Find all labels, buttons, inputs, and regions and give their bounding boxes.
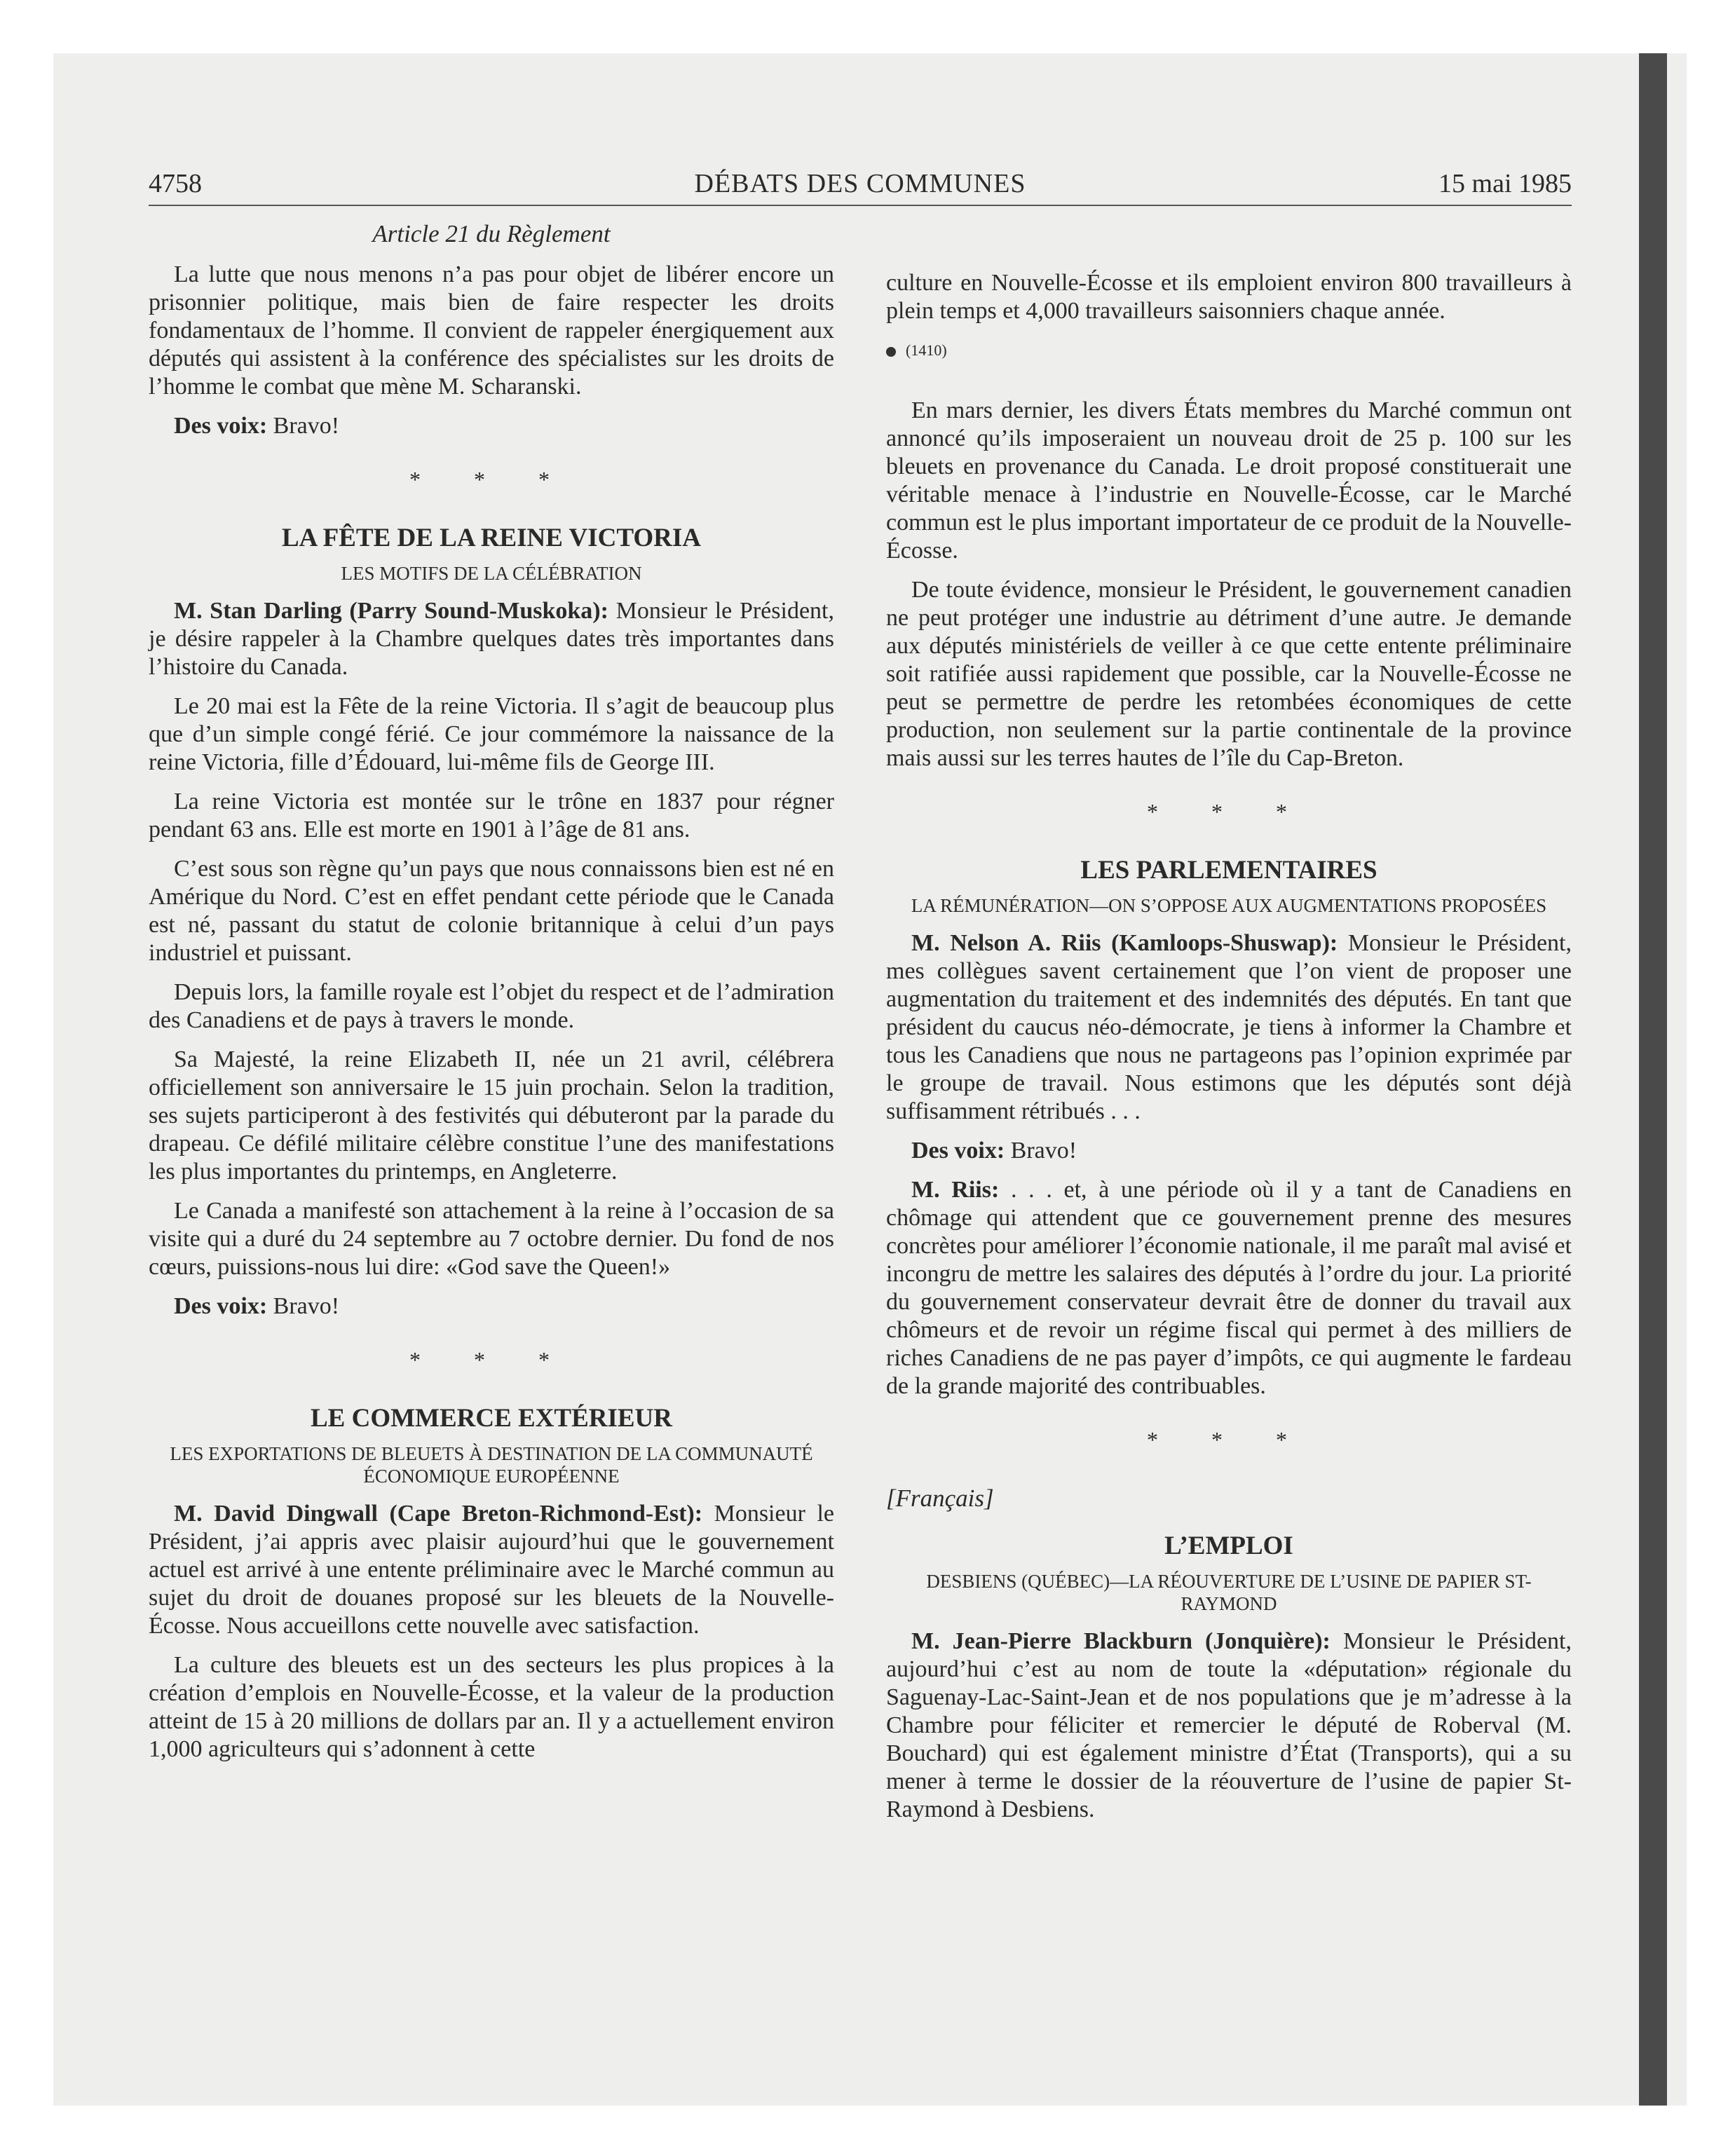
paragraph-continuation: culture en Nouvelle-Écosse et ils emploient environ 800 travailleurs à plein temps et 4,000 travailleurs saisonniers chaque année.	[886, 270, 1572, 324]
page-number: 4758	[149, 169, 202, 198]
paragraph: La lutte que nous menons n’a pas pour objet de libérer encore un prisonnier politique, mais bien de faire respecter les droits fondamentaux de l’homme. Il convient de rappeler énergiquement aux députés qui assistent à la conférence des spécialistes sur les droits de l’homme le combat que mène M. Scharanski.	[149, 261, 834, 400]
interjection-text: Bravo!	[273, 413, 340, 439]
speaker: M. Riis:	[911, 1177, 1000, 1203]
publication-date: 15 mai 1985	[1438, 169, 1572, 198]
publication-title: DÉBATS DES COMMUNES	[694, 169, 1026, 198]
time-marker	[886, 336, 1572, 364]
section-subheading: LES EXPORTATIONS DE BLEUETS À DESTINATION DE LA COMMUNAUTÉ ÉCONOMIQUE EUROPÉENNE	[170, 1443, 813, 1487]
speech-paragraph	[886, 1176, 1572, 1400]
right-column	[886, 269, 1572, 1835]
speech-paragraph	[886, 1628, 1572, 1824]
section-separator: * * *	[409, 467, 573, 492]
speech-text: Monsieur le Président, mes collègues savent certainement que l’on vient de proposer une augmentation du traitement et des indemnités des députés. En tant que président du caucus néo-démocrate, je tiens à informer la Chambre et tous les Canadiens que nous ne partageons pas l’opinion exprimée par le groupe de travail. Nous estimons que les députés sont déjà suffisamment rétribués . . .	[886, 930, 1572, 1124]
speech-paragraph	[149, 1500, 834, 1640]
speaker: M. Nelson A. Riis (Kamloops-Shuswap):	[911, 930, 1338, 956]
section-separator: * * *	[1147, 1427, 1311, 1452]
section-heading: LES PARLEMENTAIRES	[1080, 856, 1377, 885]
time-marker-text: (1410)	[906, 341, 947, 359]
scan-edge-shadow	[1639, 53, 1667, 2106]
interjection	[149, 412, 834, 440]
interjection-text: Bravo!	[273, 1293, 340, 1319]
paragraph: La reine Victoria est montée sur le trône en 1837 pour régner pendant 63 ans. Elle est morte en 1901 à l’âge de 81 ans.	[149, 789, 834, 842]
paragraph: Sa Majesté, la reine Elizabeth II, née un 21 avril, célébrera officiellement son anniversaire le 15 juin prochain. Selon la tradition, ses sujets participeront à des festivités qui débuteront par la parade du drapeau. Ce défilé militaire célèbre constitue l’une des manifestations les plus importantes du printemps, en Angleterre.	[149, 1046, 834, 1185]
speaker: Des voix:	[911, 1138, 1005, 1164]
paragraph: Le Canada a manifesté son attachement à la reine à l’occasion de sa visite qui a duré du 24 septembre au 7 octobre dernier. Du fond de nos cœurs, puissions-nous lui dire: «God save the Queen!»	[149, 1198, 834, 1280]
paragraph: C’est sous son règne qu’un pays que nous connaissons bien est né en Amérique du Nord. C’est en effet pendant cette période que le Canada est né, passant du statut de colonie britannique à celui d’un pays industriel et puissant.	[149, 856, 834, 966]
paragraph: De toute évidence, monsieur le Président, le gouvernement canadien ne peut protéger une industrie au détriment d’une autre. Je demande aux députés ministériels de veiller à ce que cette entente préliminaire soit ratifiée aussi rapidement que possible, car la Nouvelle-Écosse ne peut se permettre de perdre les retombées économiques de cette production, non seulement sur la partie continentale de la province mais aussi sur les terres hautes de l’île du Cap-Breton.	[886, 577, 1572, 771]
speech-text: Monsieur le Président, aujourd’hui c’est au nom de toute la «députation» régionale du Saguenay-Lac-Saint-Jean et de nos populations que je m’adresse à la Chambre pour féliciter et remercier le député de Roberval (M. Bouchard) qui est également ministre d’État (Transports), qui a su mener à terme le dossier de la réouverture de l’usine de papier St-Raymond à Desbiens.	[886, 1628, 1572, 1822]
language-marker: [Français]	[886, 1485, 994, 1512]
speaker: M. David Dingwall (Cape Breton-Richmond-Est):	[174, 1501, 703, 1527]
speaker: Des voix:	[174, 413, 268, 439]
rule-heading: Article 21 du Règlement	[372, 220, 611, 247]
speaker: M. Stan Darling (Parry Sound-Muskoka):	[174, 598, 608, 624]
section-heading: LE COMMERCE EXTÉRIEUR	[311, 1404, 672, 1433]
speech-paragraph	[149, 597, 834, 681]
paragraph: La culture des bleuets est un des secteurs les plus propices à la création d’emplois en Nouvelle-Écosse, et la valeur de la production atteint de 15 à 20 millions de dollars par an. Il y a actuellement environ 1,000 agriculteurs qui s’adonnent à cette	[149, 1652, 834, 1762]
section-subheading: LES MOTIFS DE LA CÉLÉBRATION	[341, 563, 642, 584]
paragraph: En mars dernier, les divers États membres du Marché commun ont annoncé qu’ils imposeraient un nouveau droit de 25 p. 100 sur les bleuets en provenance du Canada. Le droit proposé constituerait une véritable menace à l’industrie en Nouvelle-Écosse, car le Marché commun est le plus important importateur de ce produit de la Nouvelle-Écosse.	[886, 397, 1572, 564]
section-subheading: LA RÉMUNÉRATION—ON S’OPPOSE AUX AUGMENTATIONS PROPOSÉES	[911, 895, 1547, 916]
interjection	[149, 1292, 834, 1321]
section-heading: LA FÊTE DE LA REINE VICTORIA	[282, 524, 701, 552]
section-subheading: DESBIENS (QUÉBEC)—LA RÉOUVERTURE DE L’USINE DE PAPIER ST-RAYMOND	[926, 1571, 1532, 1614]
section-separator: * * *	[409, 1347, 573, 1372]
speech-text: Monsieur le Président, j’ai appris avec plaisir aujourd’hui que le gouvernement actuel est arrivé à une entente préliminaire avec le Marché commun au sujet du droit de douanes proposé sur les bleuets de la Nouvelle-Écosse. Nous accueillons cette nouvelle avec satisfaction.	[149, 1501, 834, 1639]
page-header	[149, 168, 1572, 206]
paragraph: Le 20 mai est la Fête de la reine Victoria. Il s’agit de beaucoup plus que d’un simple congé férié. Ce jour commémore la naissance de la reine Victoria, fille d’Édouard, lui-même fils de George III.	[149, 693, 834, 775]
bullet-dot-icon	[886, 347, 896, 357]
left-column	[149, 220, 834, 1775]
section-separator: * * *	[1147, 799, 1311, 824]
section-heading: L’EMPLOI	[1164, 1531, 1293, 1560]
speech-text: Monsieur le Président, je désire rappeler à la Chambre quelques dates très importantes dans l’histoire du Canada.	[149, 598, 834, 680]
speaker: Des voix:	[174, 1293, 268, 1319]
interjection-text: Bravo!	[1010, 1138, 1077, 1164]
speech-paragraph	[886, 929, 1572, 1126]
paragraph: Depuis lors, la famille royale est l’objet du respect et de l’admiration des Canadiens et de pays à travers le monde.	[149, 979, 834, 1033]
interjection	[886, 1137, 1572, 1165]
speaker: M. Jean-Pierre Blackburn (Jonquière):	[911, 1628, 1331, 1654]
speech-text: . . . et, à une période où il y a tant de Canadiens en chômage qui attendent que ce gouvernement prenne des mesures concrètes pour améliorer l’économie nationale, il me paraît mal avisé et incongru de mettre les salaires des députés à l’ordre du jour. La priorité du gouvernement conservateur devrait être de donner du travail aux chômeurs et de revoir un régime fiscal qui permet à des milliers de riches Canadiens de ne pas payer d’impôts, ce qui augmente le fardeau de la grande majorité des contribuables.	[886, 1177, 1572, 1399]
